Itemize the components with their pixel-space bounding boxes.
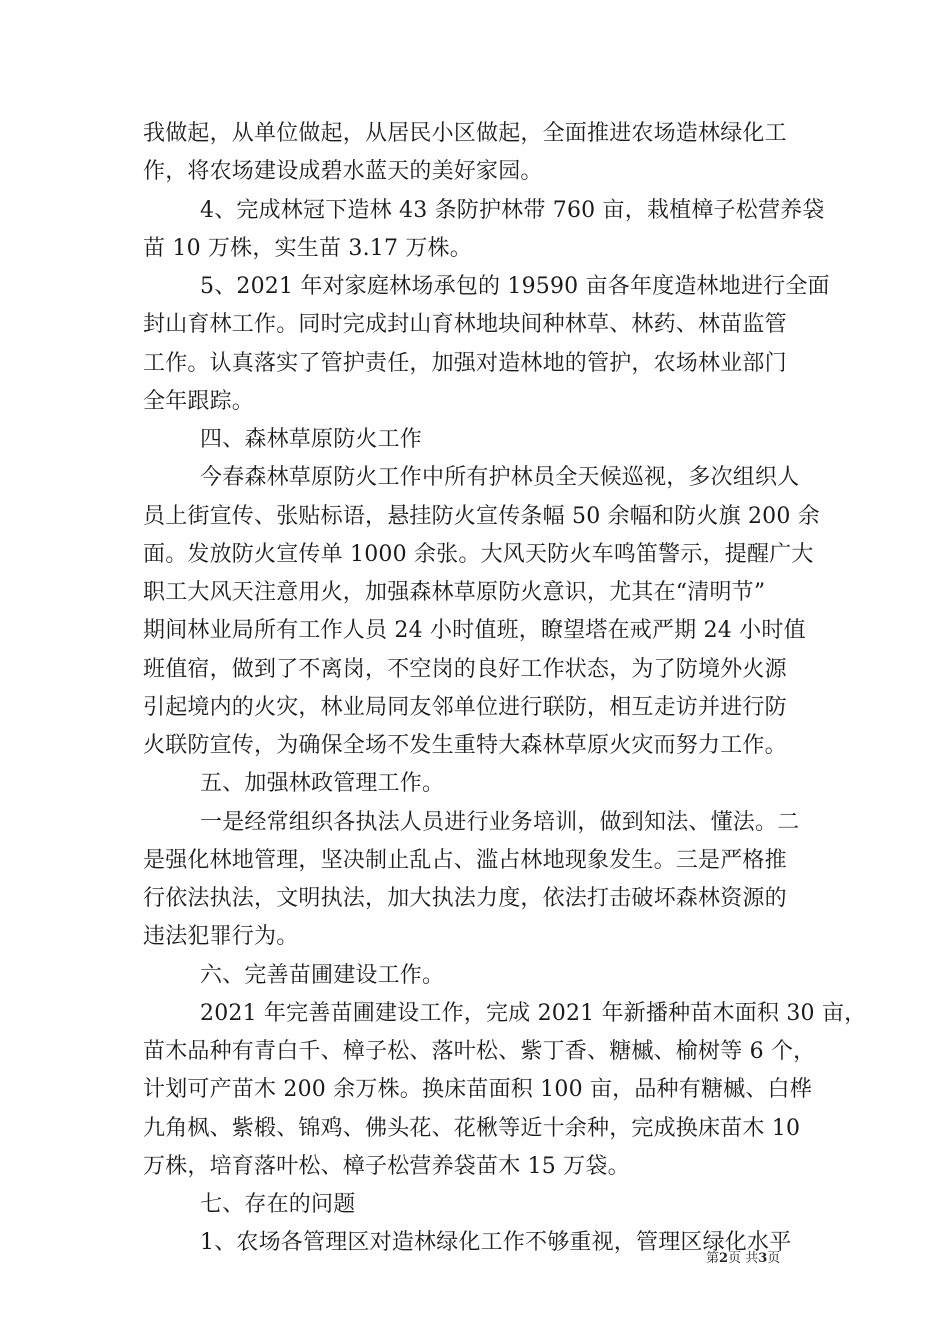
text-line: 九角枫、紫椴、锦鸡、佛头花、花楸等近十余种，完成换床苗木 10 bbox=[143, 1116, 801, 1141]
text-line: 班值宿，做到了不离岗，不空岗的良好工作状态，为了防境外火源 bbox=[143, 657, 787, 682]
text-line: 期间林业局所有工作人员 24 小时值班，瞭望塔在戒严期 24 小时值 bbox=[143, 618, 806, 643]
text-line: 封山育林工作。同时完成封山育林地块间种林草、林药、林苗监管 bbox=[143, 312, 787, 337]
page-number-suffix: 页 bbox=[767, 1251, 781, 1266]
text-line: 员上街宣传、张贴标语，悬挂防火宣传条幅 50 余幅和防火旗 200 余 bbox=[143, 504, 820, 529]
text-line: 全年跟踪。 bbox=[143, 389, 255, 414]
text-line: 作，将农场建设成碧水蓝天的美好家园。 bbox=[143, 159, 543, 184]
text-line: 违法犯罪行为。 bbox=[143, 924, 299, 949]
section-heading: 五、加强林政管理工作。 bbox=[200, 771, 445, 796]
text-line: 引起境内的火灾，林业局同友邻单位进行联防，相互走访并进行防 bbox=[143, 695, 787, 720]
paragraph-start: 一是经常组织各执法人员进行业务培训，做到知法、懂法。二 bbox=[200, 810, 800, 835]
section-heading: 四、森林草原防火工作 bbox=[200, 427, 423, 452]
text-line: 我做起，从单位做起，从居民小区做起，全面推进农场造林绿化工 bbox=[143, 121, 787, 146]
current-page: 2 bbox=[719, 1251, 729, 1266]
text-line: 苗木品种有青白千、樟子松、落叶松、紫丁香、糖槭、榆树等 6 个， bbox=[143, 1039, 816, 1064]
list-item: 4、完成林冠下造林 43 条防护林带 760 亩，栽植樟子松营养袋 bbox=[200, 198, 825, 223]
text-line: 职工大风天注意用火，加强森林草原防火意识，尤其在“清明节” bbox=[143, 580, 766, 605]
page-number-prefix: 第 bbox=[706, 1251, 720, 1266]
text-line: 面。发放防火宣传单 1000 余张。大风天防火车鸣笛警示，提醒广大 bbox=[143, 542, 814, 567]
paragraph-start: 今春森林草原防火工作中所有护林员全天候巡视，多次组织人 bbox=[200, 465, 800, 490]
paragraph-start: 2021 年完善苗圃建设工作，完成 2021 年新播种苗木面积 30 亩， bbox=[200, 1001, 867, 1026]
section-heading: 七、存在的问题 bbox=[200, 1192, 356, 1217]
text-line: 工作。认真落实了管护责任，加强对造林地的管护，农场林业部门 bbox=[143, 351, 787, 376]
total-pages: 3 bbox=[758, 1251, 768, 1266]
text-line: 是强化林地管理，坚决制止乱占、滥占林地现象发生。三是严格推 bbox=[143, 848, 787, 873]
list-item: 1、农场各管理区对造林绿化工作不够重视，管理区绿化水平 bbox=[200, 1230, 792, 1255]
text-line: 行依法执法，文明执法，加大执法力度，依法打击破坏森林资源的 bbox=[143, 886, 787, 911]
text-line: 火联防宣传，为确保全场不发生重特大森林草原火灾而努力工作。 bbox=[143, 733, 787, 758]
page-number bbox=[706, 1251, 780, 1267]
text-line: 计划可产苗木 200 余万株。换床苗面积 100 亩，品种有糖槭、白桦 bbox=[143, 1077, 812, 1102]
list-item: 5、2021 年对家庭林场承包的 19590 亩各年度造林地进行全面 bbox=[200, 274, 830, 299]
page-number-middle: 页 共 bbox=[728, 1251, 759, 1266]
section-heading: 六、完善苗圃建设工作。 bbox=[200, 963, 445, 988]
text-line: 万株，培育落叶松、樟子松营养袋苗木 15 万袋。 bbox=[143, 1154, 630, 1179]
text-line: 苗 10 万株，实生苗 3.17 万株。 bbox=[143, 236, 472, 261]
